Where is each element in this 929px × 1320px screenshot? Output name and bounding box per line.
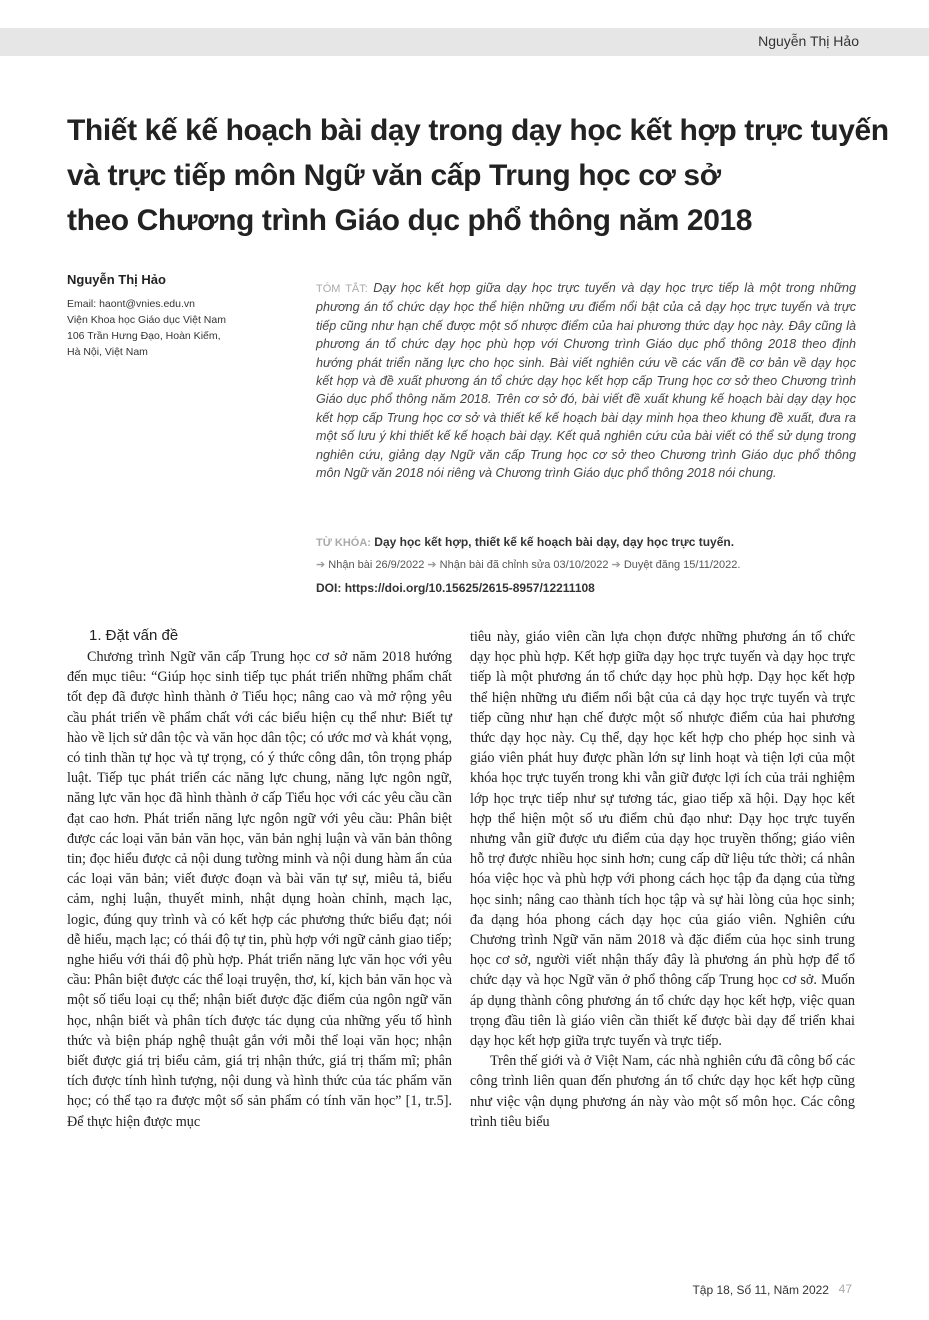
body-column-left [67, 647, 452, 1132]
abstract-text: Dạy học kết hợp giữa dạy học trực tuyến và dạy học trực tiếp là một trong những phương án tổ chức dạy học thể hiện những ưu điểm nổi bật của cả dạy học trực tuyến và trực tiếp cũng như hạn chế được một số nhược điểm của hai phương thức dạy học này. Đây cũng là phương án tổ chức dạy học phù hợp với Chương trình Giáo dục phổ thông 2018 theo định hướng phát triển năng lực cho học sinh. Bài viết nghiên cứu về các vấn đề cơ bản về dạy học kết hợp và đề xuất phương án tổ chức dạy học kết hợp cấp Trung học cơ sở theo Chương trình Giáo dục phổ thông năm 2018. Trên cơ sở đó, bài viết đề xuất khung kế hoạch bài dạy dạy học kết hợp cấp Trung học cơ sở và thiết kế kế hoạch bài dạy minh họa theo khung đề xuất, đưa ra một số lưu ý khi thiết kế kế hoạch bài dạy. Kết quả nghiên cứu của bài viết có thể sử dụng trong nghiên cứu, giảng dạy Ngữ văn cấp Trung học cơ sở theo Chương trình Giáo dục phổ thông môn Ngữ văn 2018 nói riêng và Chương trình Giáo dục phổ thông 2018 nói chung. [316, 281, 856, 481]
body-column-right [470, 627, 855, 1132]
arrow-right-icon: ➔ [316, 559, 326, 571]
doi-label: DOI: [316, 581, 342, 595]
author-address-line-2: Hà Nội, Việt Nam [67, 346, 148, 358]
doi [316, 581, 595, 595]
abstract [316, 279, 856, 482]
title-line-1: Thiết kế kế hoạch bài dạy trong dạy học kết hợp trực tuyến [67, 114, 889, 147]
author-name: Nguyễn Thị Hảo [67, 272, 166, 287]
article-title [67, 108, 897, 243]
date-accepted: Duyệt đăng 15/11/2022. [623, 559, 741, 571]
title-line-3: theo Chương trình Giáo dục phổ thông năm 2018 [67, 204, 753, 237]
running-header-author: Nguyễn Thị Hảo [758, 33, 859, 49]
body-paragraph: tiêu này, giáo viên cần lựa chọn được những phương án tổ chức dạy học phù hợp. Kết hợp giữa dạy học trực tuyến và dạy học trực tiếp là một phương án tổ chức dạy học phù hợp. Dạy học kết hợp thể hiện những ưu điểm nổi bật của cả dạy học trực tuyến và trực tiếp cũng như hạn chế được một số nhược điểm của hai phương thức dạy học này. Cụ thể, dạy học kết hợp cho phép học sinh và giáo viên phát huy được phần lớn sự linh hoạt và tiện lợi của một khóa học trực tuyến trong khi vẫn giữ được lợi ích của trải nghiệm lớp học trực tiếp như sự tương tác, giao tiếp xã hội. Dạy học kết hợp thể hiện một số ưu điểm chủ đạo như: Dạy học trực tuyến nhưng vẫn giữ được ưu điểm của dạy học truyền thống; giáo viên hỗ trợ được nhiều học sinh hơn; cung cấp dữ liệu tức thời; cá nhân hóa việc học và phù hợp với phong cách học tập đa dạng của từng học sinh; nâng cao thành tích học tập và sự hài lòng của học sinh; đa dạng hóa phong cách dạy học của giáo viên. Nghiên cứu Chương trình Ngữ văn năm 2018 và đặc điểm của học sinh trung học cơ sở, người viết nhận thấy đây là phương án phù hợp để tổ chức dạy và học Ngữ văn ở phổ thông cấp Trung học cơ sở. Muốn áp dụng thành công phương án tổ chức dạy học kết hợp, việc quan trọng đầu tiên là giáo viên cần thiết kế được bài dạy để triển khai dạy học kết hợp giữa trực tuyến và trực tiếp. [470, 629, 855, 1050]
keywords [316, 535, 856, 549]
author-email: Email: haont@vnies.edu.vn [67, 298, 195, 310]
author-block [67, 272, 277, 360]
title-line-2: và trực tiếp môn Ngữ văn cấp Trung học cơ sở [67, 159, 721, 192]
section-heading: 1. Đặt vấn đề [89, 627, 179, 644]
doi-link[interactable]: https://doi.org/10.15625/2615-8957/12211108 [344, 581, 595, 595]
footer-issue-text: Tập 18, Số 11, Năm 2022 [692, 1283, 829, 1297]
arrow-right-icon: ➔ [427, 559, 437, 571]
abstract-label: TÓM TẮT: [316, 283, 368, 295]
date-revised: Nhận bài đã chỉnh sửa 03/10/2022 [439, 559, 609, 571]
body-paragraph: Chương trình Ngữ văn cấp Trung học cơ sở năm 2018 hướng đến mục tiêu: “Giúp học sinh tiếp tục phát triển những phẩm chất tốt đẹp đã được hình thành ở Tiểu học; nâng cao và mở rộng yêu cầu phát triển về phẩm chất với các biểu hiện cụ thể như: Biết tự hào về lịch sử dân tộc và văn học dân tộc; có ước mơ và khát vọng, có tinh thần tự học và tự trọng, có ý thức công dân, tôn trọng pháp luật. Tiếp tục phát triển các năng lực chung, năng lực ngôn ngữ, năng lực văn học đã hình thành ở cấp Tiểu học với các yêu cầu cần đạt cao hơn. Phát triển năng lực ngôn ngữ với yêu cầu: Phân biệt được các loại văn bản văn học, văn bản nghị luận và văn bản thông tin; đọc hiểu được cả nội dung tường minh và nội dung hàm ẩn của các loại văn bản; viết được đoạn và bài văn tự sự, miêu tả, biểu cảm, nghị luận, thuyết minh, nhật dụng hoàn chỉnh, mạch lạc, logic, đúng quy trình và có kết hợp các phương thức biểu đạt; nói dễ hiểu, mạch lạc; có thái độ tự tin, phù hợp với ngữ cảnh giao tiếp; nghe hiểu với thái độ phù hợp. Phát triển năng lực văn học với yêu cầu: Phân biệt được các thể loại truyện, thơ, kí, kịch bản văn học và một số tiểu loại cụ thể; nhận biết được đặc điểm của ngôn ngữ văn học, nhận biết và phân tích được tác dụng của những yếu tố hình thức và biện pháp nghệ thuật gắn với mỗi thể loại văn học; nhận biết được giá trị biểu cảm, giá trị nhận thức, giá trị thẩm mĩ; phân tích được tính hình tượng, nội dung và hình thức của tác phẩm văn học; có thể tạo ra được một số sản phẩm có tính văn học” [1, tr.5]. Để thực hiện được mục [67, 649, 452, 1130]
author-address-line-1: 106 Trần Hưng Đạo, Hoàn Kiếm, [67, 330, 221, 342]
author-affiliation: Viện Khoa học Giáo dục Việt Nam [67, 314, 226, 326]
date-received: Nhận bài 26/9/2022 [328, 559, 425, 571]
keywords-text: Dạy học kết hợp, thiết kế kế hoạch bài dạy, dạy học trực tuyến. [374, 535, 735, 549]
body-paragraph: Trên thế giới và ở Việt Nam, các nhà nghiên cứu đã công bố các công trình liên quan đến phương án tổ chức dạy học kết hợp cũng như việc vận dụng phương án này vào một số môn học. Các công trình tiêu biểu [470, 1053, 855, 1130]
article-dates [316, 558, 876, 571]
page-number: 47 [838, 1282, 852, 1296]
footer-issue [692, 1283, 849, 1297]
arrow-right-icon: ➔ [611, 559, 621, 571]
keywords-label: TỪ KHÓA: [316, 537, 371, 549]
